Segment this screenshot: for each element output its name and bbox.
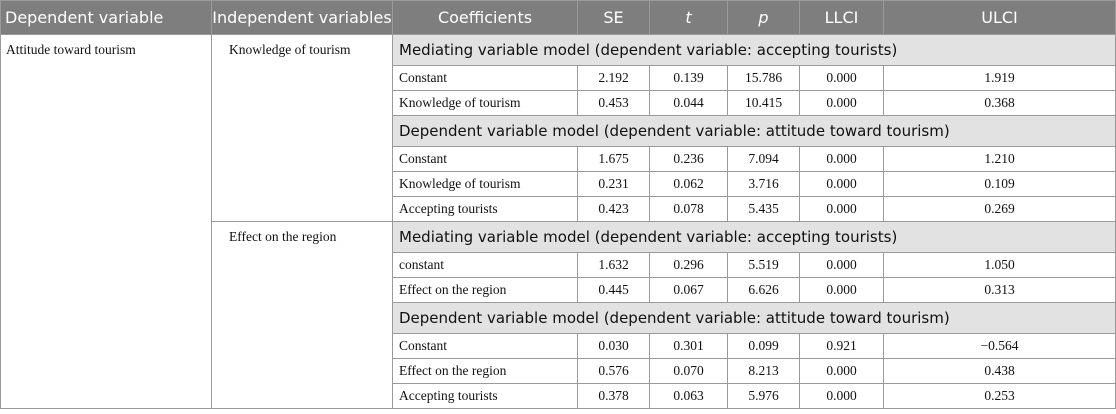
se-cell: 0.062 — [650, 172, 728, 197]
row-label: Effect on the region — [393, 359, 578, 384]
llci-cell: 0.253 — [884, 384, 1116, 409]
independent-variable-cell: Knowledge of tourism — [212, 35, 393, 222]
llci-cell: 0.313 — [884, 278, 1116, 303]
coefficient-cell: 0.423 — [578, 197, 650, 222]
header-p: p — [728, 1, 800, 35]
t-cell: 5.976 — [728, 384, 800, 409]
p-cell: 0.000 — [800, 384, 884, 409]
section-title: Dependent variable model (dependent variable: attitude toward tourism) — [393, 303, 1116, 334]
header-coefficients: Coefficients — [393, 1, 578, 35]
p-cell: 0.921 — [800, 334, 884, 359]
t-cell: 10.415 — [728, 91, 800, 116]
independent-variable-cell: Effect on the region — [212, 222, 393, 409]
coefficient-cell: 0.576 — [578, 359, 650, 384]
section-title: Mediating variable model (dependent variable: accepting tourists) — [393, 35, 1116, 66]
header-se: SE — [578, 1, 650, 35]
llci-cell: 1.210 — [884, 147, 1116, 172]
row-label: Constant — [393, 66, 578, 91]
coefficient-cell: 0.445 — [578, 278, 650, 303]
t-cell: 15.786 — [728, 66, 800, 91]
row-label: Constant — [393, 147, 578, 172]
coefficient-cell: 1.675 — [578, 147, 650, 172]
se-cell: 0.067 — [650, 278, 728, 303]
header-dependent-variable: Dependent variable — [1, 1, 212, 35]
coefficient-cell: 2.192 — [578, 66, 650, 91]
coefficient-cell: 0.231 — [578, 172, 650, 197]
header-ulci: ULCI — [884, 1, 1116, 35]
coefficient-cell: 0.453 — [578, 91, 650, 116]
section-title: Mediating variable model (dependent variable: accepting tourists) — [393, 222, 1116, 253]
llci-cell: 0.269 — [884, 197, 1116, 222]
p-cell: 0.000 — [800, 253, 884, 278]
llci-cell: 1.050 — [884, 253, 1116, 278]
p-cell: 0.000 — [800, 197, 884, 222]
row-label: Accepting tourists — [393, 384, 578, 409]
coefficient-cell: 1.632 — [578, 253, 650, 278]
t-cell: 7.094 — [728, 147, 800, 172]
section-title: Dependent variable model (dependent variable: attitude toward tourism) — [393, 116, 1116, 147]
p-cell: 0.000 — [800, 91, 884, 116]
p-cell: 0.000 — [800, 359, 884, 384]
se-cell: 0.078 — [650, 197, 728, 222]
header-row — [1, 1, 1116, 35]
t-cell: 5.435 — [728, 197, 800, 222]
t-cell: 3.716 — [728, 172, 800, 197]
header-independent-variables: Independent variables — [212, 1, 393, 35]
row-label: Effect on the region — [393, 278, 578, 303]
llci-cell: −0.564 — [884, 334, 1116, 359]
row-label: Knowledge of tourism — [393, 172, 578, 197]
se-cell: 0.070 — [650, 359, 728, 384]
p-cell: 0.000 — [800, 147, 884, 172]
section-row — [1, 35, 1116, 66]
llci-cell: 1.919 — [884, 66, 1116, 91]
se-cell: 0.236 — [650, 147, 728, 172]
llci-cell: 0.109 — [884, 172, 1116, 197]
dependent-variable-cell: Attitude toward tourism — [1, 35, 212, 409]
header-t: t — [650, 1, 728, 35]
p-cell: 0.000 — [800, 66, 884, 91]
row-label: Knowledge of tourism — [393, 91, 578, 116]
se-cell: 0.296 — [650, 253, 728, 278]
llci-cell: 0.368 — [884, 91, 1116, 116]
llci-cell: 0.438 — [884, 359, 1116, 384]
t-cell: 6.626 — [728, 278, 800, 303]
coefficient-cell: 0.030 — [578, 334, 650, 359]
coefficient-cell: 0.378 — [578, 384, 650, 409]
row-label: Accepting tourists — [393, 197, 578, 222]
se-cell: 0.044 — [650, 91, 728, 116]
header-llci: LLCI — [800, 1, 884, 35]
row-label: Constant — [393, 334, 578, 359]
se-cell: 0.301 — [650, 334, 728, 359]
p-cell: 0.000 — [800, 278, 884, 303]
se-cell: 0.139 — [650, 66, 728, 91]
t-cell: 5.519 — [728, 253, 800, 278]
row-label: constant — [393, 253, 578, 278]
p-cell: 0.000 — [800, 172, 884, 197]
t-cell: 0.099 — [728, 334, 800, 359]
t-cell: 8.213 — [728, 359, 800, 384]
se-cell: 0.063 — [650, 384, 728, 409]
